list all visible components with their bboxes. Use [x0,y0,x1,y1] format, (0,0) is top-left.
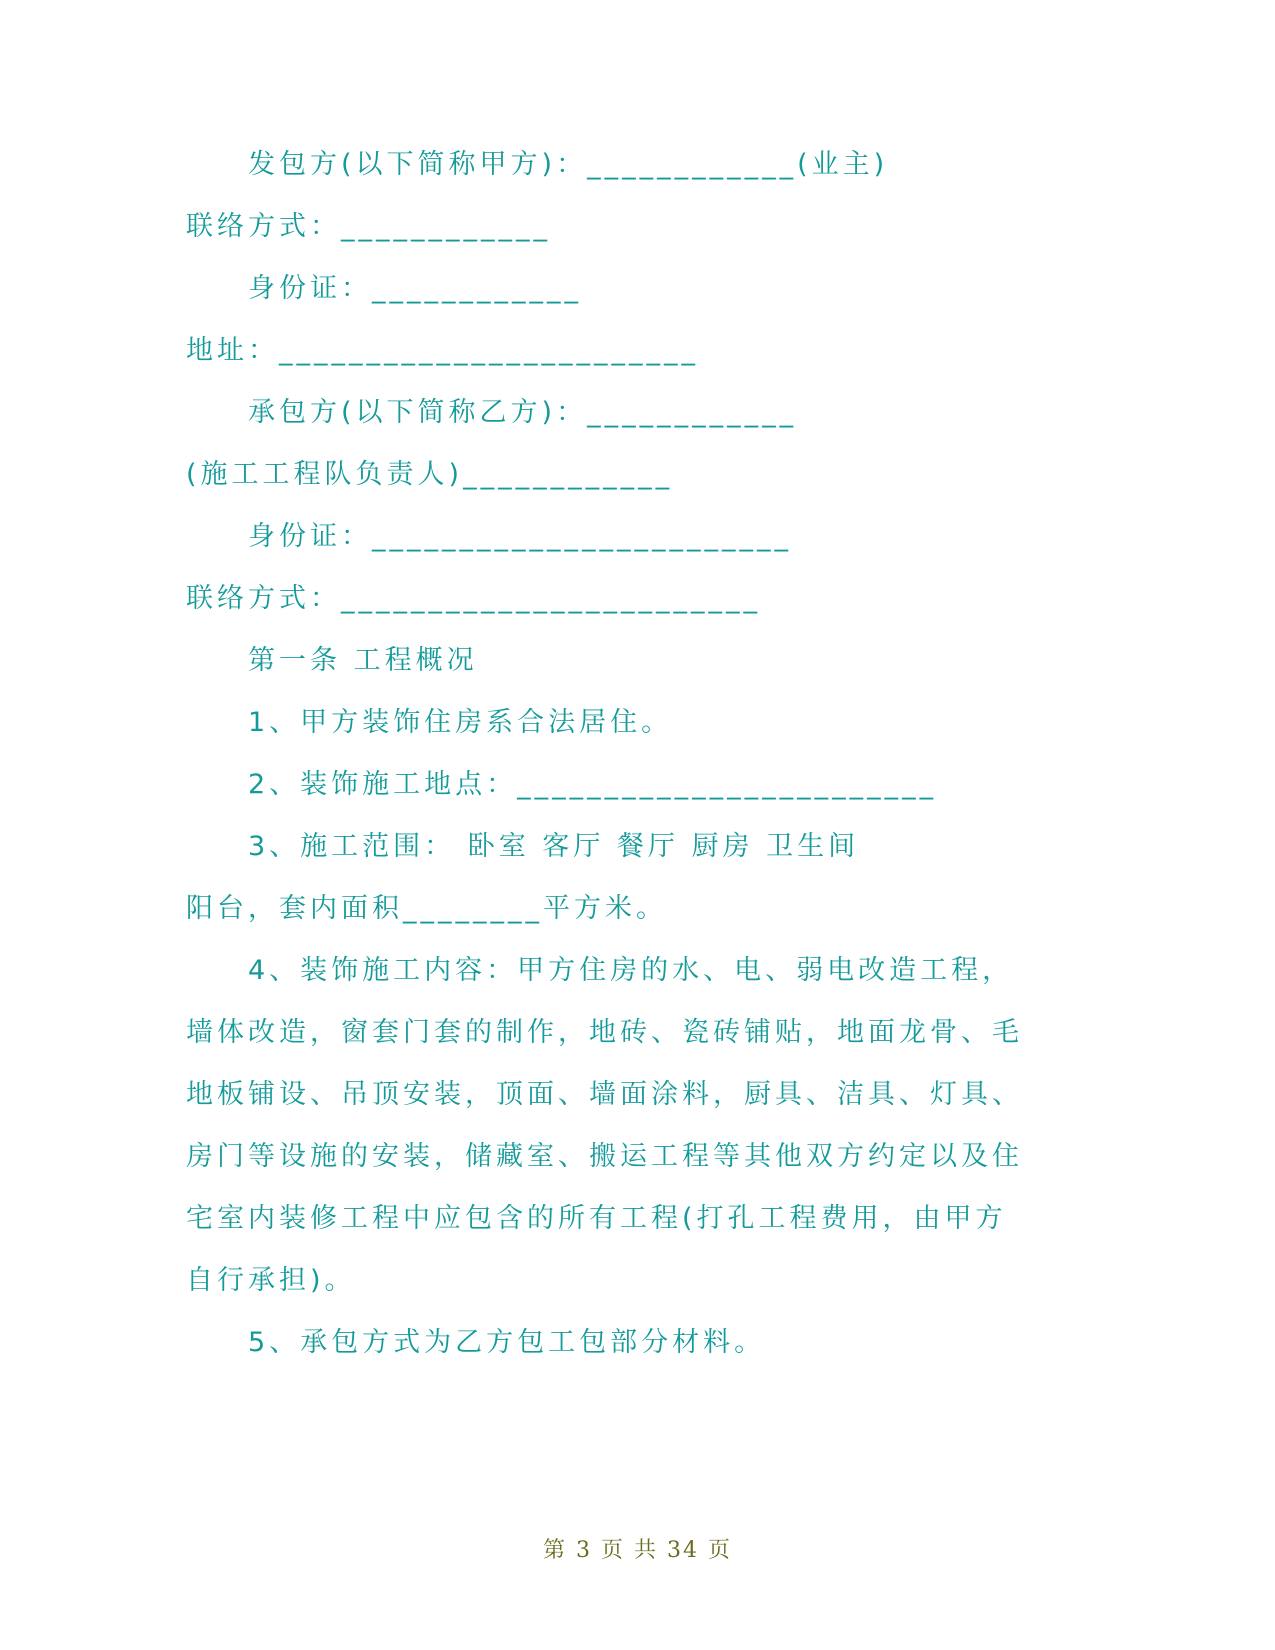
clause-1: 1、甲方装饰住房系合法居住。 [248,707,673,738]
party-b-id-line: 身份证：________________________ [248,521,792,552]
clause-4: 4、装饰施工内容：甲方住房的水、电、弱电改造工程， [248,955,1014,986]
party-b-leader-line: (施工工程队负责人)____________ [186,459,674,490]
clause-4-cont-1: 墙体改造，窗套门套的制作，地砖、瓷砖铺贴，地面龙骨、毛 [186,1017,1023,1048]
party-a-address-line: 地址：________________________ [186,335,699,366]
clause-3-cont: 阳台，套内面积________平方米。 [186,893,667,924]
page-number-footer: 第 3 页 共 34 页 [543,1538,732,1563]
party-b-contact-line: 联络方式：________________________ [186,583,761,614]
clause-3: 3、施工范围： 卧室 客厅 餐厅 厨房 卫生间 [248,831,860,862]
party-a-contact-line: 联络方式：____________ [186,211,551,242]
clause-2: 2、装饰施工地点：________________________ [248,769,938,800]
clause-4-cont-4: 宅室内装修工程中应包含的所有工程(打孔工程费用，由甲方 [186,1203,1007,1234]
clause-5: 5、承包方式为乙方包工包部分材料。 [248,1327,766,1358]
clause-4-cont-3: 房门等设施的安装，储藏室、搬运工程等其他双方约定以及住 [186,1141,1023,1172]
party-a-line: 发包方(以下简称甲方)：____________(业主) [248,149,889,180]
clause-4-cont-5: 自行承担)。 [186,1265,356,1296]
party-a-id-line: 身份证：____________ [248,273,582,304]
article-one-heading: 第一条 工程概况 [248,645,478,676]
party-b-line: 承包方(以下简称乙方)：____________ [248,397,798,428]
clause-4-cont-2: 地板铺设、吊顶安装，顶面、墙面涂料，厨具、洁具、灯具、 [186,1079,1023,1110]
